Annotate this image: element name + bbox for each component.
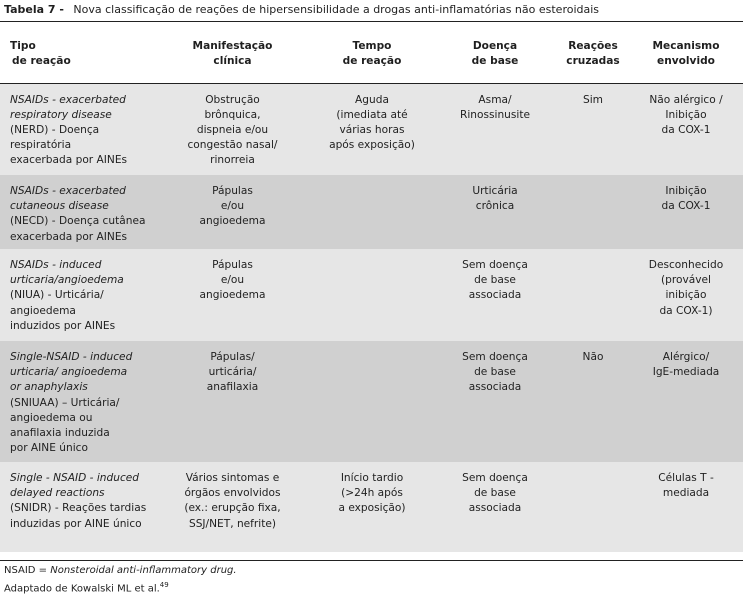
cell-manifestation: Vários sintomas e órgãos envolvidos (ex.: erupção fixa, SSJ/NET, nefrite) — [154, 462, 311, 552]
hypersensitivity-table — [0, 32, 743, 552]
header-cross: Reações cruzadas — [557, 32, 629, 83]
footnote-source: Adaptado de Kowalski ML et al.$^{49}$ — [4, 581, 169, 595]
cell-cross — [557, 175, 629, 249]
table-caption-label: Tabela 7 - — [4, 3, 64, 16]
table-row — [0, 341, 743, 462]
cell-disease: Sem doença de base associada — [433, 341, 557, 462]
cell-disease: Sem doença de base associada — [433, 462, 557, 552]
cell-time — [311, 175, 433, 249]
header-manifestation: Manifestação clínica — [154, 32, 311, 83]
cell-mechanism: Inibição da COX-1 — [629, 175, 743, 249]
top-rule — [0, 21, 743, 22]
footnote-abbrev: NSAID = Nonsteroidal anti-inflammatory drug. — [4, 565, 237, 576]
cell-type: NSAIDs - exacerbated respiratory disease (NERD) - Doença respiratória exacerbada por AINEs — [0, 83, 154, 175]
cell-cross: Não — [557, 341, 629, 462]
header-mechanism: Mecanismo envolvido — [629, 32, 743, 83]
table-header-row — [0, 32, 743, 83]
cell-mechanism: Desconhecido (provável inibição da COX-1) — [629, 249, 743, 341]
table-row — [0, 83, 743, 175]
cell-manifestation: Pápulas e/ou angioedema — [154, 175, 311, 249]
cell-disease: Sem doença de base associada — [433, 249, 557, 341]
table-caption — [4, 3, 599, 17]
cell-type: Single-NSAID - induced urticaria/ angioedema or anaphylaxis (SNIUAA) – Urticária/ angioedema ou anafilaxia induzida por AINE único — [0, 341, 154, 462]
cell-type: NSAIDs - induced urticaria/angioedema (NIUA) - Urticária/ angioedema induzidos por AINEs — [0, 249, 154, 341]
table-caption-title: Nova classificação de reações de hipersensibilidade a drogas anti-inflamatórias não esteroidais — [73, 3, 600, 16]
cell-cross — [557, 249, 629, 341]
cell-type: Single - NSAID - induced delayed reactions (SNIDR) - Reações tardias induzidas por AINE único — [0, 462, 154, 552]
cell-cross: Sim — [557, 83, 629, 175]
cell-mechanism: Alérgico/ IgE-mediada — [629, 341, 743, 462]
header-time: Tempo de reação — [311, 32, 433, 83]
table-row — [0, 249, 743, 341]
cell-type: NSAIDs - exacerbated cutaneous disease (NECD) - Doença cutânea exacerbada por AINEs — [0, 175, 154, 249]
bottom-rule — [0, 560, 743, 561]
table-row — [0, 462, 743, 552]
cell-mechanism: Células T - mediada — [629, 462, 743, 552]
cell-manifestation: Obstrução brônquica, dispneia e/ou congestão nasal/ rinorreia — [154, 83, 311, 175]
cell-manifestation: Pápulas e/ou angioedema — [154, 249, 311, 341]
cell-manifestation: Pápulas/ urticária/ anafilaxia — [154, 341, 311, 462]
cell-mechanism: Não alérgico / Inibição da COX-1 — [629, 83, 743, 175]
cell-time — [311, 341, 433, 462]
header-type: Tipo de reação — [0, 32, 154, 83]
cell-time — [311, 249, 433, 341]
cell-time: Aguda (imediata até várias horas após exposição) — [311, 83, 433, 175]
table-row — [0, 175, 743, 249]
cell-disease: Urticária crônica — [433, 175, 557, 249]
cell-disease: Asma/ Rinossinusite — [433, 83, 557, 175]
cell-time: Início tardio (>24h após a exposição) — [311, 462, 433, 552]
cell-cross — [557, 462, 629, 552]
header-disease: Doença de base — [433, 32, 557, 83]
